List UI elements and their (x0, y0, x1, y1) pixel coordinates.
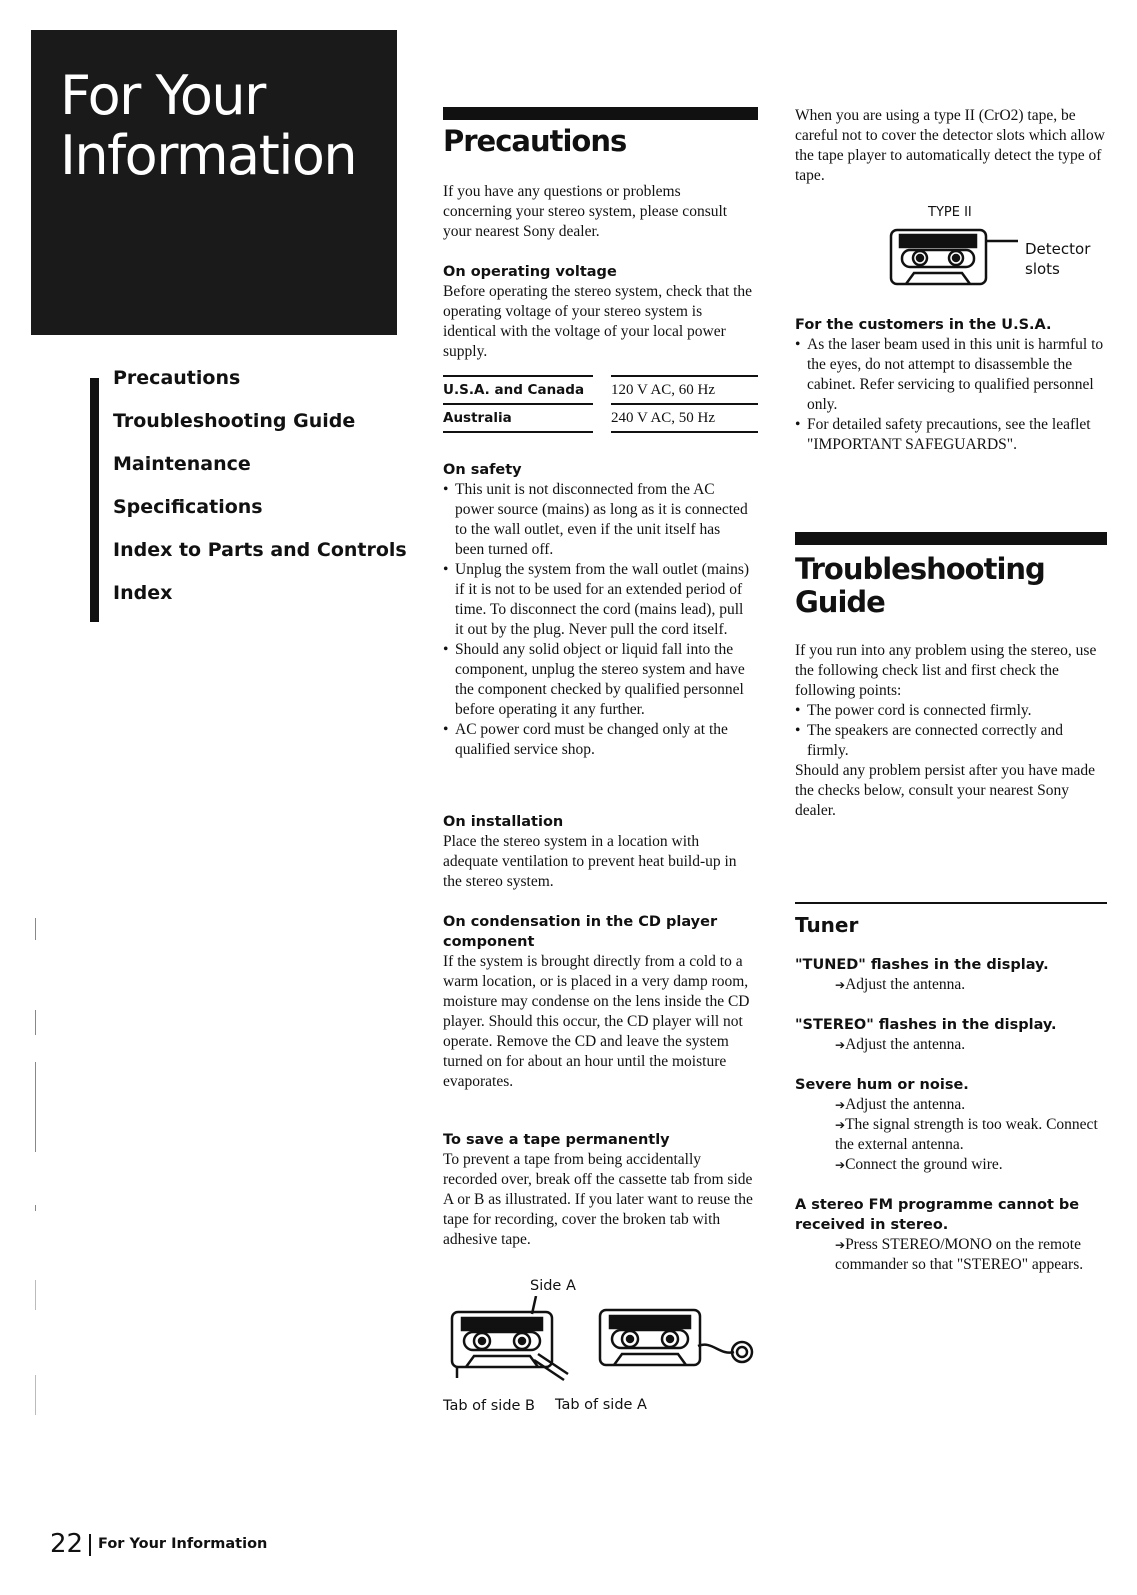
chapter-title-line1: For Your (60, 64, 265, 127)
list-item: • AC power cord must be changed only at the qualified service shop. (443, 720, 753, 760)
operating-voltage-heading: On operating voltage (443, 264, 617, 280)
detector-label-1: Detector (1025, 240, 1091, 258)
list-item: • Unplug the system from the wall outlet (mains) if it is not to be used for an extended period of time. To disconnect the cord (mains lead), pull it out by the plug. Never pull the cord itself. (443, 560, 753, 640)
list-item: • The speakers are connected correctly and firmly. (795, 721, 1107, 761)
troubleshooting-list (795, 701, 1107, 761)
page-number: 22 (50, 1529, 84, 1559)
tuner-remedy: ➔Adjust the antenna. (835, 1096, 966, 1113)
troubleshooting-outro: Should any problem persist after you have made the checks below, consult your nearest Sony dealer. (795, 762, 1096, 819)
usa-heading: For the customers in the U.S.A. (795, 317, 1052, 333)
voltage-value: 240 V AC, 50 Hz (611, 404, 758, 432)
troubleshooting-title (795, 553, 1107, 619)
list-item: • Should any solid object or liquid fall into the component, unplug the stereo system and have the component checked by qualified personnel before operating it any further. (443, 640, 753, 720)
section-rule (795, 532, 1107, 545)
safety-heading: On safety (443, 462, 522, 478)
voltage-table (443, 375, 758, 433)
list-item: • The power cord is connected firmly. (795, 701, 1107, 721)
type2-label: TYPE II (928, 205, 972, 220)
footer-divider (89, 1534, 91, 1556)
section-rule (443, 107, 758, 120)
troubleshooting-title-line2: Guide (795, 585, 885, 619)
chapter-title (60, 66, 356, 186)
contents-item-precautions[interactable]: Precautions (113, 367, 241, 389)
operating-voltage-text: Before operating the stereo system, check that the operating voltage of your stereo system is identical with the voltage of your local power supply. (443, 283, 753, 360)
type2-cassette-illustration (888, 226, 1023, 291)
cassette-icon (452, 1296, 568, 1380)
margin-mark (35, 918, 36, 940)
chapter-title-line2: Information (60, 124, 357, 187)
footer-section-title: For Your Information (98, 1536, 268, 1552)
margin-mark (35, 1280, 36, 1310)
contents-item-troubleshooting[interactable]: Troubleshooting Guide (113, 410, 356, 432)
voltage-region: U.S.A. and Canada (443, 376, 593, 404)
condensation-text: If the system is brought directly from a cold to a warm location, or is placed in a very damp room, moisture may condense on the lens inside the CD player. Should this occur, the CD player will not operate. Remove the CD and leave the system turned on for about an hour until the moisture evaporates. (443, 953, 750, 1090)
troubleshooting-intro: If you run into any problem using the stereo, use the following check list and first check the following points: (795, 642, 1097, 699)
tuner-problem: "STEREO" flashes in the display. (795, 1017, 1057, 1033)
tuner-remedy: ➔Adjust the antenna. (835, 976, 966, 993)
troubleshooting-title-line1: Troubleshooting (795, 552, 1045, 586)
precautions-intro: If you have any questions or problems concerning your stereo system, please consult your nearest Sony dealer. (443, 183, 728, 240)
detector-label-2: slots (1025, 260, 1060, 278)
contents-item-index[interactable]: Index (113, 582, 173, 604)
list-item: • As the laser beam used in this unit is harmful to the eyes, do not attempt to disassemble the cabinet. Refer servicing to qualified personnel only. (795, 335, 1107, 415)
section-rule-thin (795, 902, 1107, 904)
list-item: • This unit is not disconnected from the AC power source (mains) as long as it is connected to the wall outlet, even if the unit itself has been turned off. (443, 480, 753, 560)
margin-mark (35, 1375, 36, 1415)
installation-text: Place the stereo system in a location with adequate ventilation to prevent heat build-up in the stereo system. (443, 833, 737, 890)
precautions-title: Precautions (443, 124, 627, 158)
contents-bar (90, 378, 99, 622)
tuner-problem: "TUNED" flashes in the display. (795, 957, 1049, 973)
contents-item-index-parts[interactable]: Index to Parts and Controls (113, 539, 407, 561)
troubleshooting-text (795, 641, 1107, 821)
condensation-heading: On condensation in the CD player component (443, 914, 718, 950)
cassette-icon (891, 230, 1018, 284)
contents-item-maintenance[interactable]: Maintenance (113, 453, 251, 475)
tuner-problem: Severe hum or noise. (795, 1077, 969, 1093)
table-row (443, 404, 758, 432)
cassette-icon (600, 1310, 752, 1365)
installation-heading: On installation (443, 814, 564, 830)
type2-text: When you are using a type II (CrO2) tape, be careful not to cover the detector slots which allow the tape player to automatically detect the type of tape. (795, 107, 1105, 184)
margin-mark (35, 1205, 36, 1211)
tuner-remedy: ➔Adjust the antenna. (835, 1036, 966, 1053)
tuner-remedy: ➔Connect the ground wire. (835, 1156, 1003, 1173)
margin-mark (35, 1010, 36, 1035)
safety-list (443, 480, 753, 760)
tuner-problem: A stereo FM programme cannot be received in stereo. (795, 1197, 1080, 1233)
save-tape-heading: To save a tape permanently (443, 1132, 670, 1148)
list-item: • For detailed safety precautions, see the leaflet "IMPORTANT SAFEGUARDS". (795, 415, 1107, 455)
tab-a-label: Tab of side A (555, 1397, 647, 1413)
usa-list (795, 335, 1107, 455)
tuner-remedy-list (795, 1095, 1107, 1175)
voltage-value: 120 V AC, 60 Hz (611, 376, 758, 404)
tuner-remedy: ➔The signal strength is too weak. Connect the external antenna. (835, 1116, 1098, 1153)
margin-mark (35, 1062, 36, 1152)
side-a-label: Side A (530, 1278, 576, 1294)
save-tape-text: To prevent a tape from being accidentally recorded over, break off the cassette tab from side A or B as illustrated. If you later want to reuse the tape for recording, cover the broken tab with adhesive tape. (443, 1151, 753, 1248)
tuner-heading: Tuner (795, 913, 859, 937)
cassette-tab-illustration (440, 1296, 770, 1401)
table-row (443, 376, 758, 404)
tab-b-label: Tab of side B (443, 1398, 536, 1414)
tuner-remedy: ➔Press STEREO/MONO on the remote commander so that "STEREO" appears. (835, 1236, 1084, 1273)
contents-item-specifications[interactable]: Specifications (113, 496, 263, 518)
voltage-region: Australia (443, 404, 593, 432)
